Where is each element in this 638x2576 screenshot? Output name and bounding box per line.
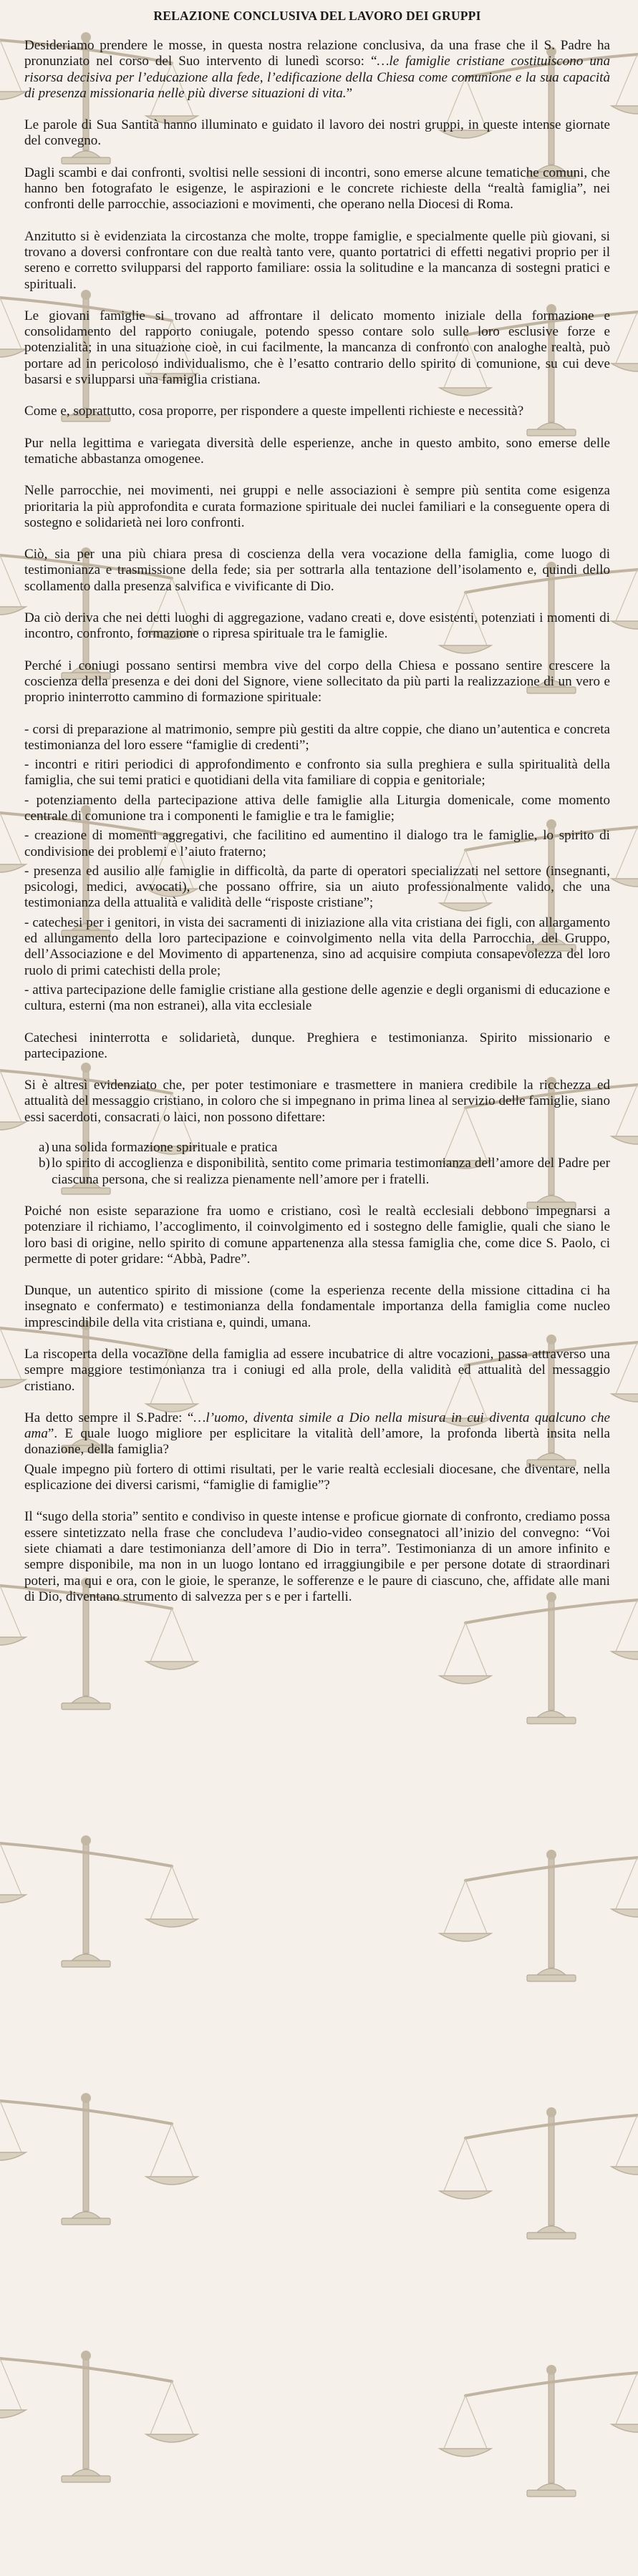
list-item-text: una solida formazione spirituale e pratica [52, 1140, 278, 1156]
paragraph: - corsi di preparazione al matrimonio, sempre più gestiti da altre coppie, che diano un’autentica e concreta testimonianza del loro essere “famiglie di credenti”; [24, 721, 610, 753]
paragraph: Da ciò deriva che nei detti luoghi di aggregazione, vadano creati e, dove esistenti, potenziati i momenti di incontro, confronto, formazione o ripresa spirituale tra le famiglie. [24, 610, 610, 642]
quote-text: …l’uomo, diventa simile a Dio nella misura in cui diventa qualcuno che ama [24, 1410, 610, 1442]
paragraph: Nelle parrocchie, nei movimenti, nei gruppi e nelle associazioni è sempre più sentita come esigenza prioritaria la più approfondita e curata formazione spirituale dei nuclei familiari e la conseguente opera di sostegno e solidarietà nei loro confronti. [24, 483, 610, 530]
paragraph: Dagli scambi e dai confronti, svoltisi nelle sessioni di incontri, sono emerse alcune tematiche comuni, che hanno ben fotografato le esigenze, le aspirazioni e le concrete richieste della “realtà famiglia”, nei confronti delle parrocchie, associazioni e movimenti, che operano nella Diocesi di Roma. [24, 165, 610, 213]
paragraphs-section [24, 38, 610, 1126]
paragraph: Il “sugo della storia” sentito e condiviso in queste intense e proficue giornate di confronto, crediamo possa essere sintetizzato nella frase che concludeva l’audio-video consegnatoci all’inizio del convegno: “Voi siete chiamati a dare testimonianza dell’amore di Dio in terra”. Testimonianza di un amore infinito e sempre disponibile, ma non in un luogo lontano ed irraggiungibile e per persone dotate di straordinari poteri, ma qui e ora, con le gioie, le speranze, le sofferenze e le paure di ciascuno, che, affidate alle mani di Dio, diventano strumento di salvezza per s e per i fartelli. [24, 1509, 610, 1604]
paragraph: Perché i coniugi possano sentirsi membra vive del corpo della Chiesa e possano sentire crescere la coscienza della presenza e dei doni del Signore, viene sollecitato da più parti la realizzazione di un vero e proprio ininterrotto cammino di formazione spirituale: [24, 658, 610, 706]
paragraph: Anzitutto si è evidenziata la circostanza che molte, troppe famiglie, e specialmente quelle più giovani, si trovano a doversi confrontare con due realtà tanto vere, quanto portatrici di effetti negativi proprio per il sereno e corretto svilupparsi del rapporto familiare: ossia la solitudine e la mancanza di sostegni pratici e spirituali. [24, 228, 610, 292]
paragraph: - catechesi per i genitori, in vista dei sacramenti di iniziazione alla vita cristiana dei figli, con allargamento ed allungamento della loro partecipazione e coinvolgimento nella vita della Parrocchia, del Gruppo, dell’Associazione e del Movimento di appartenenza, sino ad acquisire compiuta consapevolezza del loro ruolo di primi catechisti della prole; [24, 914, 610, 978]
paragraph: Dunque, un autentico spirito di missione (come la esperienza recente della missione cittadina ci ha insegnato e confermato) e testimonianza della fondamentale importanza della famiglia come nucleo imprescindibile della vita cristiana e, quindi, umana. [24, 1283, 610, 1330]
scale-icon-left-10 [0, 2351, 198, 2482]
list-item-letter: b) [39, 1156, 50, 1171]
paragraph: La riscoperta della vocazione della famiglia ad essere incubatrice di altre vocazioni, passa attraverso una sempre maggiore testimonianza tra i coniugi ed alla prole, della validità ed attualità del messaggio cristiano. [24, 1347, 610, 1394]
paragraph-text: ” [346, 85, 353, 101]
list-item [39, 1140, 610, 1156]
quote-text: …le famiglie cristiane costituiscono una risorsa decisiva per l’educazione alla fede, l’edificazione della Chiesa come comunione e la sua capacità di presenza missionaria nelle più diverse situazioni di vita. [24, 54, 610, 101]
paragraph: Catechesi ininterrotta e solidarietà, dunque. Preghiera e testimonianza. Spirito missionario e partecipazione. [24, 1030, 610, 1061]
paragraph: Come e, soprattutto, cosa proporre, per rispondere a queste impellenti richieste e necessità? [24, 404, 524, 419]
paragraph [24, 38, 610, 102]
paragraph: Pur nella legittima e variegata diversità delle esperienze, anche in questo ambito, sono emerse delle tematiche abbastanza omogenee. [24, 435, 610, 467]
document-title: RELAZIONE CONCLUSIVA DEL LAVORO DEI GRUPPI [153, 9, 481, 23]
scale-icon-right-10 [440, 2365, 638, 2497]
paragraph: - creazione di momenti aggregativi, che facilitino ed aumentino il dialogo tra le famiglie, lo spirito di condivisione dei problemi e l’aiuto fraterno; [24, 828, 610, 859]
paragraph: - presenza ed ausilio alle famiglie in difficoltà, da parte di operatori specializzati nel settore (insegnanti, psicologi, medici, avvocati), che possano offrire, sia un aiuto professionalmente valido, che una testimonianza della attualità e validità delle “risposte cristiane”; [24, 863, 610, 911]
closing-section [24, 1204, 610, 1605]
scale-icon-right-9 [440, 2107, 638, 2239]
paragraph-text: Desideriamo prendere le mosse, in questa nostra relazione conclusiva, da una frase che il S. Padre ha pronunziato nel corso del Suo intervento di lunedì scorso: “ [24, 38, 610, 69]
list-item-text: lo spirito di accoglienza e disponibilità, sentito come primaria testimonianza dell’amore del Padre per ciascuna persona, che si realizza pienamente nell’amore per i fratelli. [52, 1156, 610, 1187]
list-item [39, 1156, 610, 1188]
scale-icon-left-9 [0, 2093, 198, 2225]
paragraph: Le parole di Sua Santità hanno illuminato e guidato il lavoro dei nostri gruppi, in queste intense giornate del convegno. [24, 117, 610, 149]
paragraph: Ciò, sia per una più chiara presa di coscienza della vera vocazione della famiglia, come luogo di testimonianza e trasmissione della fede; sia per sottrarla alla tentazione dell’isolamento e, quindi dello scollamento dalla presenza salvifica e vivificante di Dio. [24, 547, 610, 594]
requirements-list [24, 1140, 610, 1188]
scale-icon-right-8 [440, 1850, 638, 1981]
paragraph: - incontri e ritiri periodici di approfondimento e confronto sia sulla preghiera e sulla spiritualità della famiglia, che sui temi pratici e quotidiani della vita familiare di coppia e genitoriale; [24, 757, 610, 789]
paragraph-text: Ha detto sempre il S.Padre: “ [24, 1410, 194, 1425]
document-body [24, 0, 610, 1605]
paragraph: Poiché non esiste separazione fra uomo e cristiano, così le realtà ecclesiali debbono impegnarsi a potenziare il richiamo, l’accoglimento, il coinvolgimento ed i sostegno delle famiglie, quali che siano le loro basi di origine, nello spirito di comune appartenenza alla stessa famiglia che, come dice S. Paolo, ci permette di poter gridare: “Abbà, Padre”. [24, 1203, 610, 1267]
paragraph: Quale impegno più fortero di ottimi risultati, per le varie realtà ecclesiali diocesane, che diventare, nella esplicazione dei diversi carismi, “famiglie di famiglie”? [24, 1461, 610, 1493]
paragraph: - potenziamento della partecipazione attiva delle famiglie alla Liturgia domenicale, come momento centrale di comunione tra i componenti le famiglie e tra le famiglie; [24, 792, 610, 824]
scale-icon-left-8 [0, 1835, 198, 1967]
list-item-letter: a) [39, 1140, 49, 1156]
paragraph [24, 1410, 610, 1458]
scale-icon-right-7 [440, 1592, 638, 1724]
paragraph: - attiva partecipazione delle famiglie cristiane alla gestione delle agenzie e degli organismi di educazione e cultura, esterni (ma non estranei), alla vita ecclesiale [24, 982, 610, 1014]
paragraph: Si è altresì evidenziato che, per poter testimoniare e trasmettere in maniera credibile la ricchezza ed attualità del messaggio cristiano, in coloro che si impegnano in prima linea al servizio delle famiglie, siano essi sacerdoti, consacrati o laici, non possono difettare: [24, 1078, 610, 1125]
paragraph-text: ”. E quale luogo migliore per esplicitare la vitalità dell’amore, la profonda libertà insita nella donazione, della famiglia? [24, 1426, 610, 1458]
paragraph: Le giovani famiglie si trovano ad affrontare il delicato momento iniziale della formazione e consolidamento del rapporto coniugale, potendo spesso contare solo sulle loro esclusive forze e potenzialità; in una situazione cioè, in cui facilmente, la mancanza di confronto con analoghe realtà, può portare ad in pericoloso individualismo, che è l’esatto contrario dello spirito di comunione, su cui deve basarsi e svilupparsi una famiglia cristiana. [24, 308, 610, 388]
